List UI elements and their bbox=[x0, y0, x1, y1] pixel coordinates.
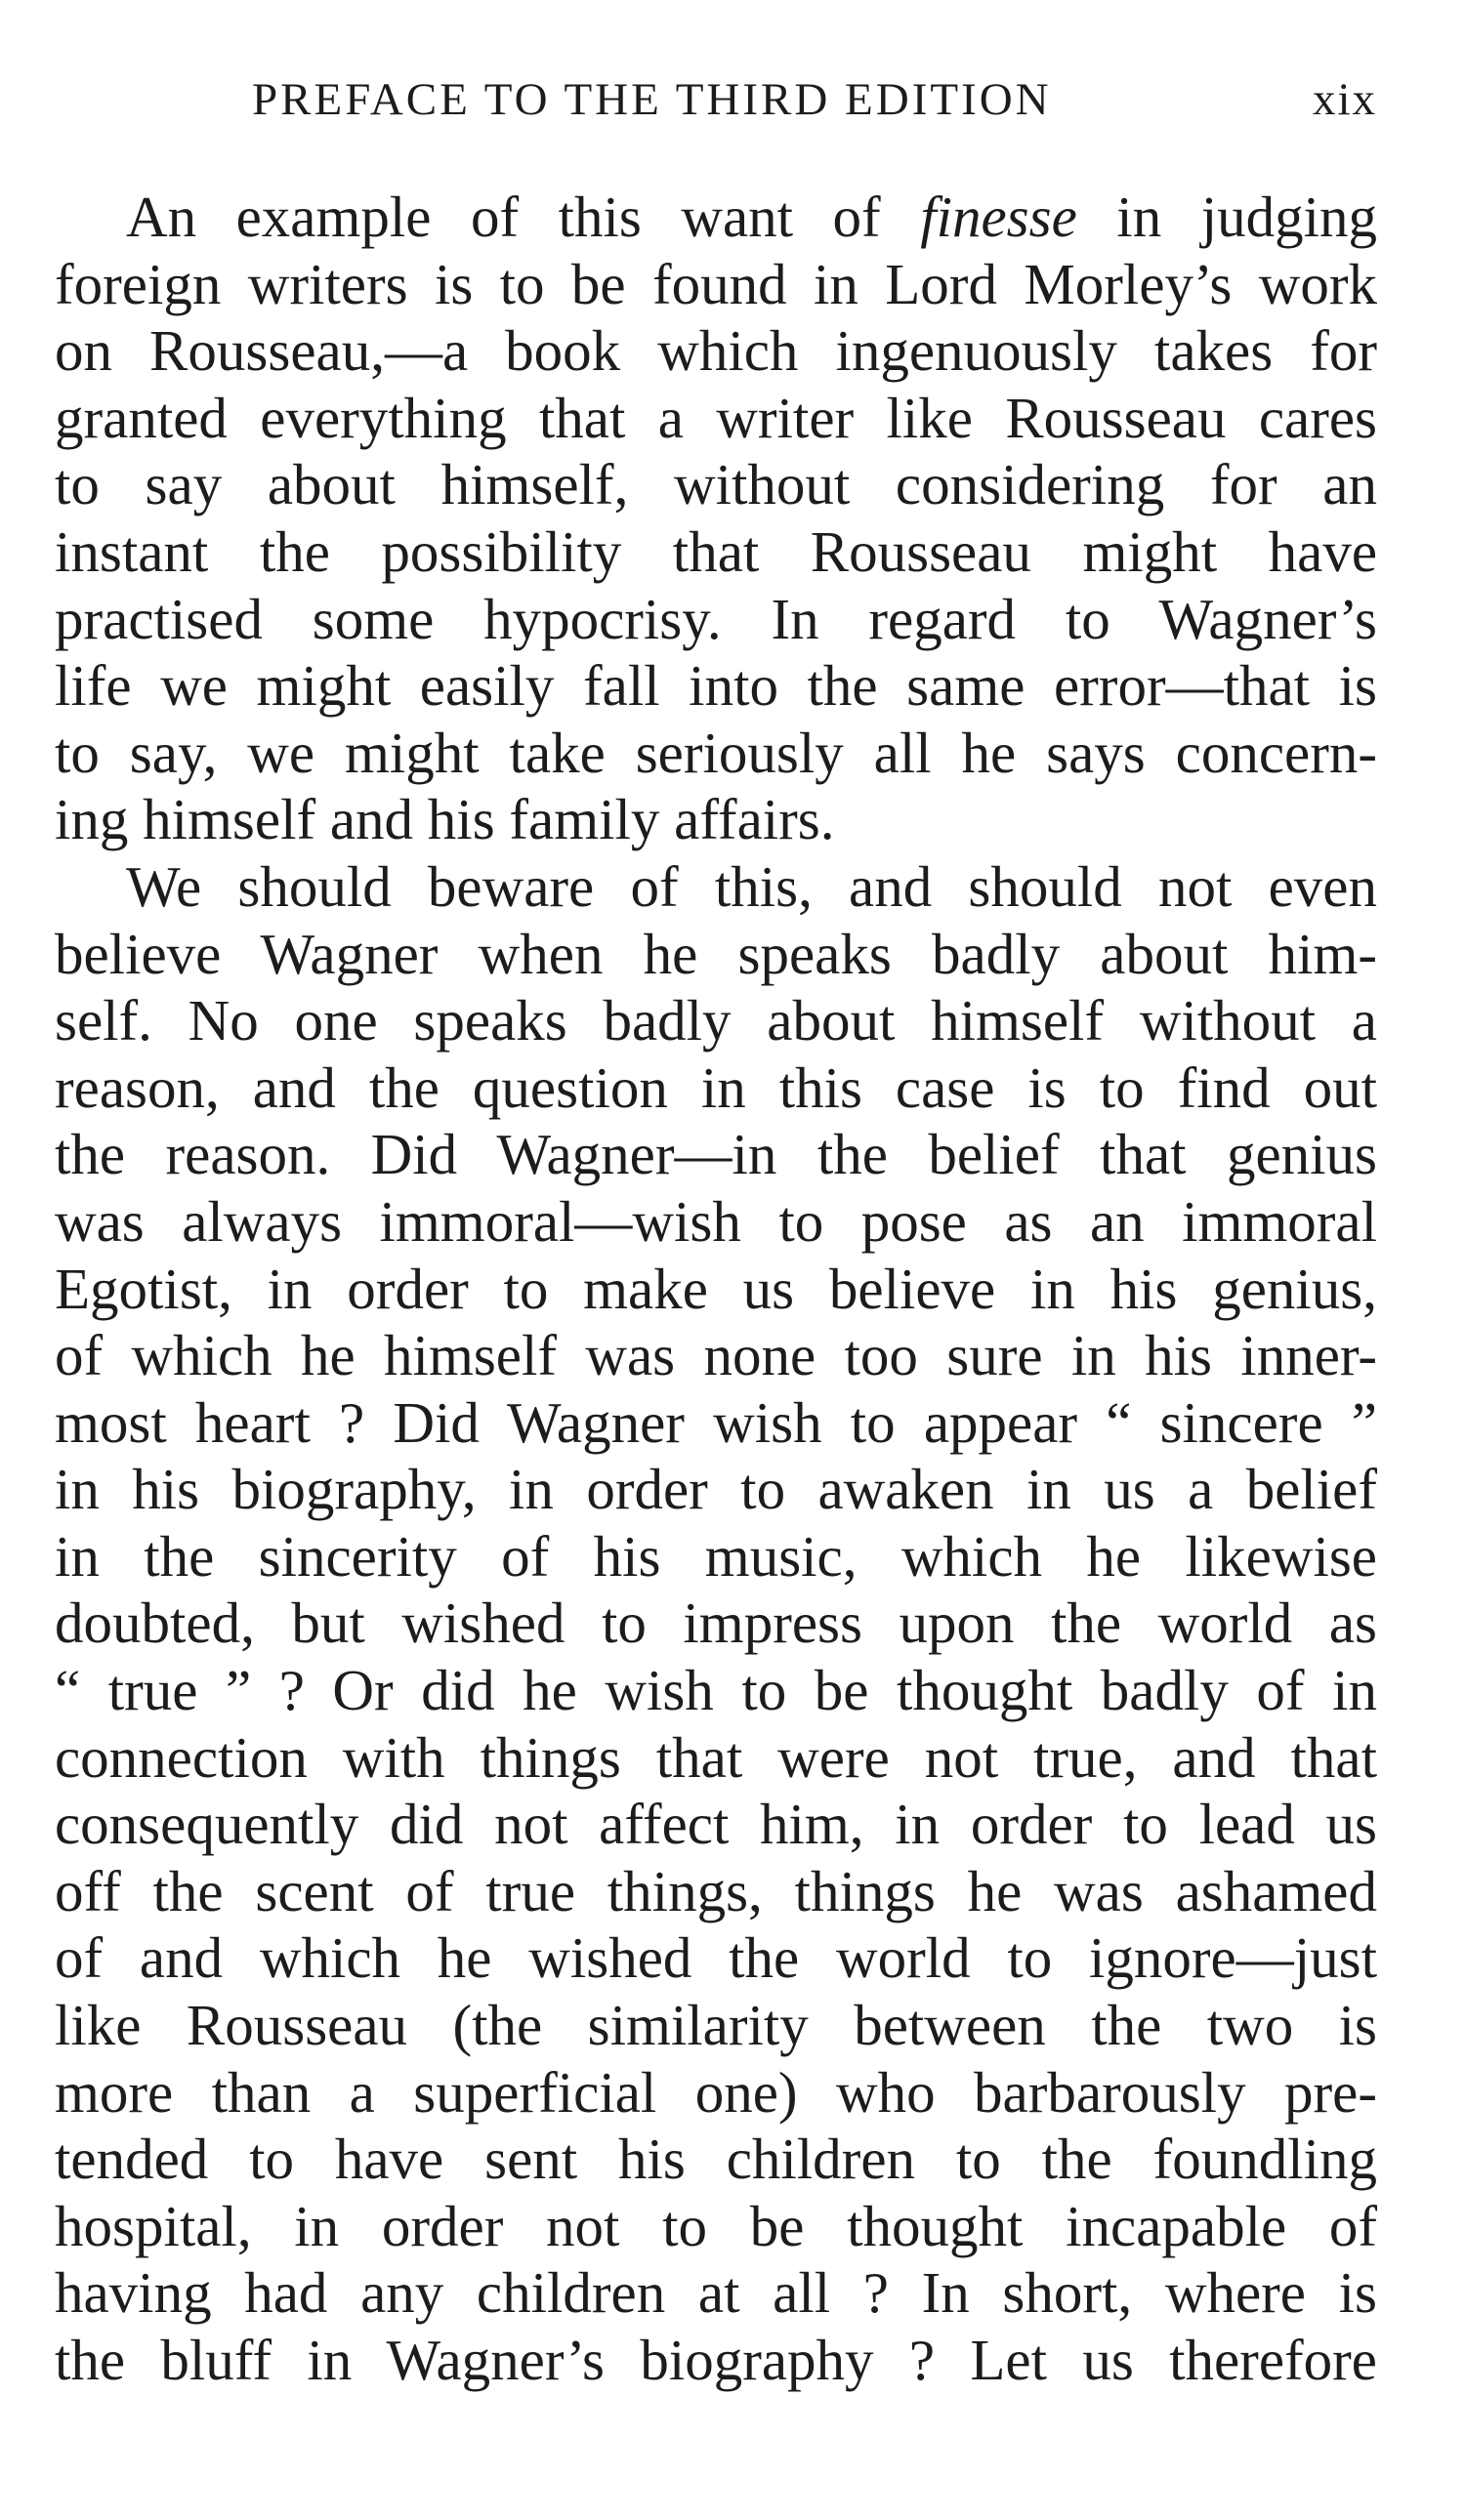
paragraph-2-line-6: was always immoral—wish to pose as an immoral bbox=[55, 1188, 1377, 1254]
paragraph-2-line-2: believe Wagner when he speaks badly about him- bbox=[55, 921, 1377, 986]
paragraph-2-line-4: reason, and the question in this case is to find out bbox=[55, 1054, 1377, 1120]
paragraph-2-line-12: doubted, but wished to impress upon the world as bbox=[55, 1590, 1377, 1656]
paragraph-2-line-22: having had any children at all ? In short, where is bbox=[55, 2260, 1377, 2326]
running-head bbox=[252, 70, 1377, 129]
paragraph-1-line-6: instant the possibility that Rousseau might have bbox=[55, 518, 1377, 584]
paragraph-1-line-9: to say, we might take seriously all he says concern- bbox=[55, 720, 1377, 785]
paragraph-1-line-7: practised some hypocrisy. In regard to Wagner’s bbox=[55, 586, 1377, 651]
paragraph-1-line-5: to say about himself, without considering for an bbox=[55, 452, 1377, 517]
paragraph-2-line-15: consequently did not affect him, in order to lead us bbox=[55, 1792, 1377, 1857]
paragraph-2-line-18: like Rousseau (the similarity between the two is bbox=[55, 1993, 1377, 2058]
paragraph-2-line-7: Egotist, in order to make us believe in his genius, bbox=[55, 1256, 1377, 1321]
line-text-before-italic: An example of this want of bbox=[126, 185, 921, 249]
paragraph-1-line-8: life we might easily fall into the same error—that is bbox=[55, 653, 1377, 719]
paragraph-2-line-1: We should beware of this, and should not even bbox=[126, 853, 1377, 919]
running-head-title: PREFACE TO THE THIRD EDITION bbox=[252, 74, 1052, 125]
paragraph-2-line-19: more than a superficial one) who barbarously pre- bbox=[55, 2059, 1377, 2125]
paragraph-2-line-5: the reason. Did Wagner—in the belief that genius bbox=[55, 1122, 1377, 1187]
paragraph-2-line-9: most heart ? Did Wagner wish to appear “ sincere ” bbox=[55, 1389, 1377, 1455]
paragraph-2-line-10: in his biography, in order to awaken in us a belief bbox=[55, 1457, 1377, 1522]
page-number: xix bbox=[1312, 74, 1377, 125]
paragraph-2-line-20: tended to have sent his children to the foundling bbox=[55, 2127, 1377, 2192]
paragraph-2-line-14: connection with things that were not true, and that bbox=[55, 1724, 1377, 1790]
body-text bbox=[55, 184, 1377, 2394]
italic-term: finesse bbox=[920, 185, 1077, 249]
paragraph-2-line-3: self. No one speaks badly about himself without a bbox=[55, 988, 1377, 1053]
paragraph-1-line-4: granted everything that a writer like Rousseau cares bbox=[55, 385, 1377, 450]
paragraph-1-line-1 bbox=[55, 184, 1377, 251]
paragraph-1-line-3: on Rousseau,—a book which ingenuously takes for bbox=[55, 318, 1377, 384]
line-text-after-italic: in judging bbox=[1076, 185, 1377, 249]
paragraph-2-line-11: in the sincerity of his music, which he likewise bbox=[55, 1523, 1377, 1589]
paragraph-2-line-13: “ true ” ? Or did he wish to be thought badly of in bbox=[55, 1658, 1377, 1723]
paragraph-2-line-17: of and which he wished the world to ignore—just bbox=[55, 1925, 1377, 1991]
paragraph-2-line-8: of which he himself was none too sure in his inner- bbox=[55, 1323, 1377, 1388]
paragraph-1-line-2: foreign writers is to be found in Lord Morley’s work bbox=[55, 251, 1377, 316]
paragraph-2-line-16: off the scent of true things, things he was ashamed bbox=[55, 1858, 1377, 1923]
paragraph-2-line-23: the bluff in Wagner’s biography ? Let us therefore bbox=[55, 2328, 1377, 2392]
paragraph-1-line-10: ing himself and his family affairs. bbox=[55, 787, 835, 852]
paragraph-2-line-21: hospital, in order not to be thought incapable of bbox=[55, 2193, 1377, 2258]
